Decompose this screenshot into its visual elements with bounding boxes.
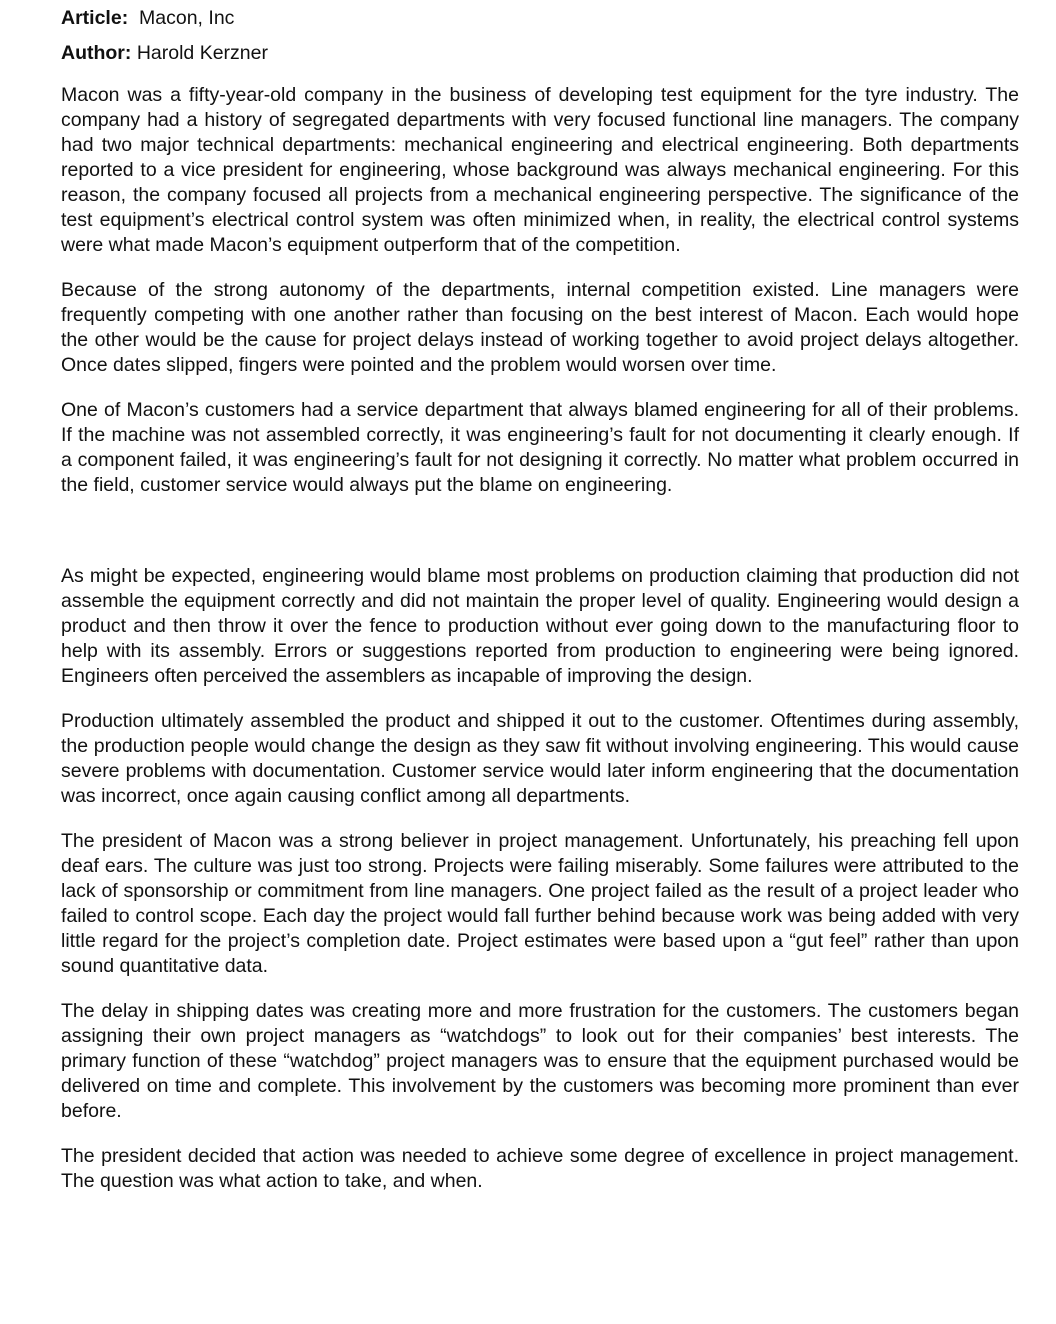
document-page (61, 6, 1019, 1214)
paragraph-7: The delay in shipping dates was creating more and more frustration for the customers. The customers began assigning their own project managers as “watchdogs” to look out for their companies’ best interests. The primary function of these “watchdog” project managers was to ensure that the equipment purchased would be delivered on time and complete. This involvement by the customers was becoming more prominent than ever before. (61, 1000, 1019, 1122)
paragraph-2: Because of the strong autonomy of the departments, internal competition existed. Line managers were frequently competing with one another rather than focusing on the best interest of Macon. Each would hope the other would be the cause for project delays instead of working together to avoid project delays altogether. Once dates slipped, fingers were pointed and the problem would worsen over time. (61, 279, 1019, 376)
article-title: Macon, Inc (139, 7, 235, 29)
paragraph-5: Production ultimately assembled the product and shipped it out to the customer. Oftentimes during assembly, the production people would change the design as they saw fit without involving engineering. This would cause severe problems with documentation. Customer service would later inform engineering that the documentation was incorrect, once again causing conflict among all departments. (61, 710, 1019, 807)
paragraph-4: As might be expected, engineering would blame most problems on production claiming that production did not assemble the equipment correctly and did not maintain the proper level of quality. Engineering would design a product and then throw it over the fence to production without ever going down to the manufacturing floor to help with its assembly. Errors or suggestions reported from production to engineering were being ignored. Engineers often perceived the assemblers as incapable of improving the design. (61, 565, 1019, 687)
paragraph-8: The president decided that action was needed to achieve some degree of excellence in project management. The question was what action to take, and when. (61, 1145, 1019, 1192)
author-name: Harold Kerzner (136, 42, 268, 64)
author-line (61, 41, 1019, 65)
author-label: Author: (61, 42, 132, 64)
article-line (61, 6, 1019, 30)
article-label: Article: (61, 7, 129, 29)
paragraph-3: One of Macon’s customers had a service department that always blamed engineering for all of their problems. If the machine was not assembled correctly, it was engineering’s fault for not documenting it clearly enough. If a component failed, it was engineering’s fault for not designing it correctly. No matter what problem occurred in the field, customer service would always put the blame on engineering. (61, 399, 1019, 496)
paragraph-1: Macon was a fifty-year-old company in the business of developing test equipment for the tyre industry. The company had a history of segregated departments with very focused functional line managers. The company had two major technical departments: mechanical engineering and electrical engineering. Both departments reported to a vice president for engineering, whose background was always mechanical engineering. For this reason, the company focused all projects from a mechanical engineering perspective. The significance of the test equipment’s electrical control system was often minimized when, in reality, the electrical control systems were what made Macon’s equipment outperform that of the competition. (61, 84, 1019, 256)
paragraph-6: The president of Macon was a strong believer in project management. Unfortunately, his preaching fell upon deaf ears. The culture was just too strong. Projects were failing miserably. Some failures were attributed to the lack of sponsorship or commitment from line managers. One project failed as the result of a project leader who failed to control scope. Each day the project would fall further behind because work was being added with very little regard for the project’s completion date. Project estimates were based upon a “gut feel” rather than upon sound quantitative data. (61, 830, 1019, 977)
